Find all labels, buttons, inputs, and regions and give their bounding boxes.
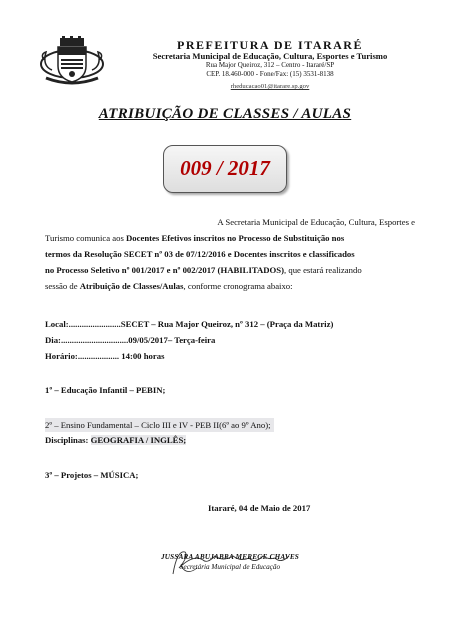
disciplines-label: Disciplinas: (45, 435, 91, 445)
time-label: Horário: (45, 351, 78, 361)
body-line-1: A Secretaria Municipal de Educação, Cultura, Esportes e (217, 217, 415, 227)
disciplines-value: GEOGRAFIA / INGLÊS; (90, 435, 187, 445)
local-value: SECET – Rua Major Queiroz, nº 312 – (Praça da Matriz) (120, 319, 334, 329)
projects-value: MÚSICA; (100, 470, 139, 480)
body-bold-text: Docentes Efetivos inscritos no Processo de Substituição nos (126, 233, 345, 243)
time-dots: ................... (77, 351, 120, 361)
address-line-2: CEP. 18.460-000 - Fone/Fax: (15) 3531-8138 (206, 70, 334, 78)
body-text: , conforme cronograma abaixo: (183, 281, 293, 291)
disciplines-row (45, 434, 186, 446)
time-row (45, 350, 164, 362)
item-projetos (45, 469, 138, 481)
body-text: Turismo comunica aos (45, 233, 126, 243)
header-address (125, 61, 415, 79)
coat-of-arms-logo (38, 34, 106, 88)
body-bold-text: no Processo Seletivo nº 001/2017 e nº 002/2017 (HABILITADOS) (45, 265, 285, 275)
local-row (45, 318, 333, 330)
body-text: sessão de (45, 281, 80, 291)
place-date: Itararé, 04 de Maio de 2017 (208, 503, 311, 513)
body-bold-text: Atribuição de Classes/Aulas (79, 281, 184, 291)
email-link[interactable]: rheducacao01@itarare.sp.gov (230, 83, 310, 90)
day-row (45, 334, 215, 346)
local-label: Local: (45, 319, 69, 329)
body-text: , que estará realizando (284, 265, 362, 275)
day-label: Dia: (45, 335, 61, 345)
document-title: ATRIBUIÇÃO DE CLASSES / AULAS (98, 106, 352, 122)
signer-name: JUSSARA ABUJABRA MEREGE CHAVES (160, 553, 300, 561)
item-ensino-fundamental: 2º – Ensino Fundamental – Ciclo III e IV - PEB II(6º ao 9º Ano); (45, 418, 274, 432)
item-educacao-infantil: 1º – Educação Infantil – PEBIN; (45, 385, 166, 395)
signer-role: Secretária Municipal de Educação (179, 563, 281, 571)
body-line-3: termos da Resolução SECET nº 03 de 07/12/2016 e Docentes inscritos e classificados (45, 249, 355, 259)
department-name: Secretaria Municipal de Educação, Cultura, Esportes e Turismo (152, 51, 388, 61)
day-dots: ............................... (60, 335, 129, 345)
address-line-1: Rua Major Queiroz, 312 – Centro - Itararé/SP (205, 61, 335, 69)
body-line-4 (45, 262, 415, 278)
document-number: 009 / 2017 (180, 156, 270, 180)
day-value: 09/05/2017– Terça-feira (128, 335, 216, 345)
projects-label: 3º – Projetos – (45, 470, 101, 480)
body-line-5 (45, 278, 415, 294)
handwritten-signature (163, 546, 303, 576)
time-value: 14:00 horas (119, 351, 165, 361)
prefecture-name: PREFEITURA DE ITARARÉ (177, 38, 363, 52)
local-dots: ........................ (68, 319, 121, 329)
body-line-2 (45, 230, 415, 246)
